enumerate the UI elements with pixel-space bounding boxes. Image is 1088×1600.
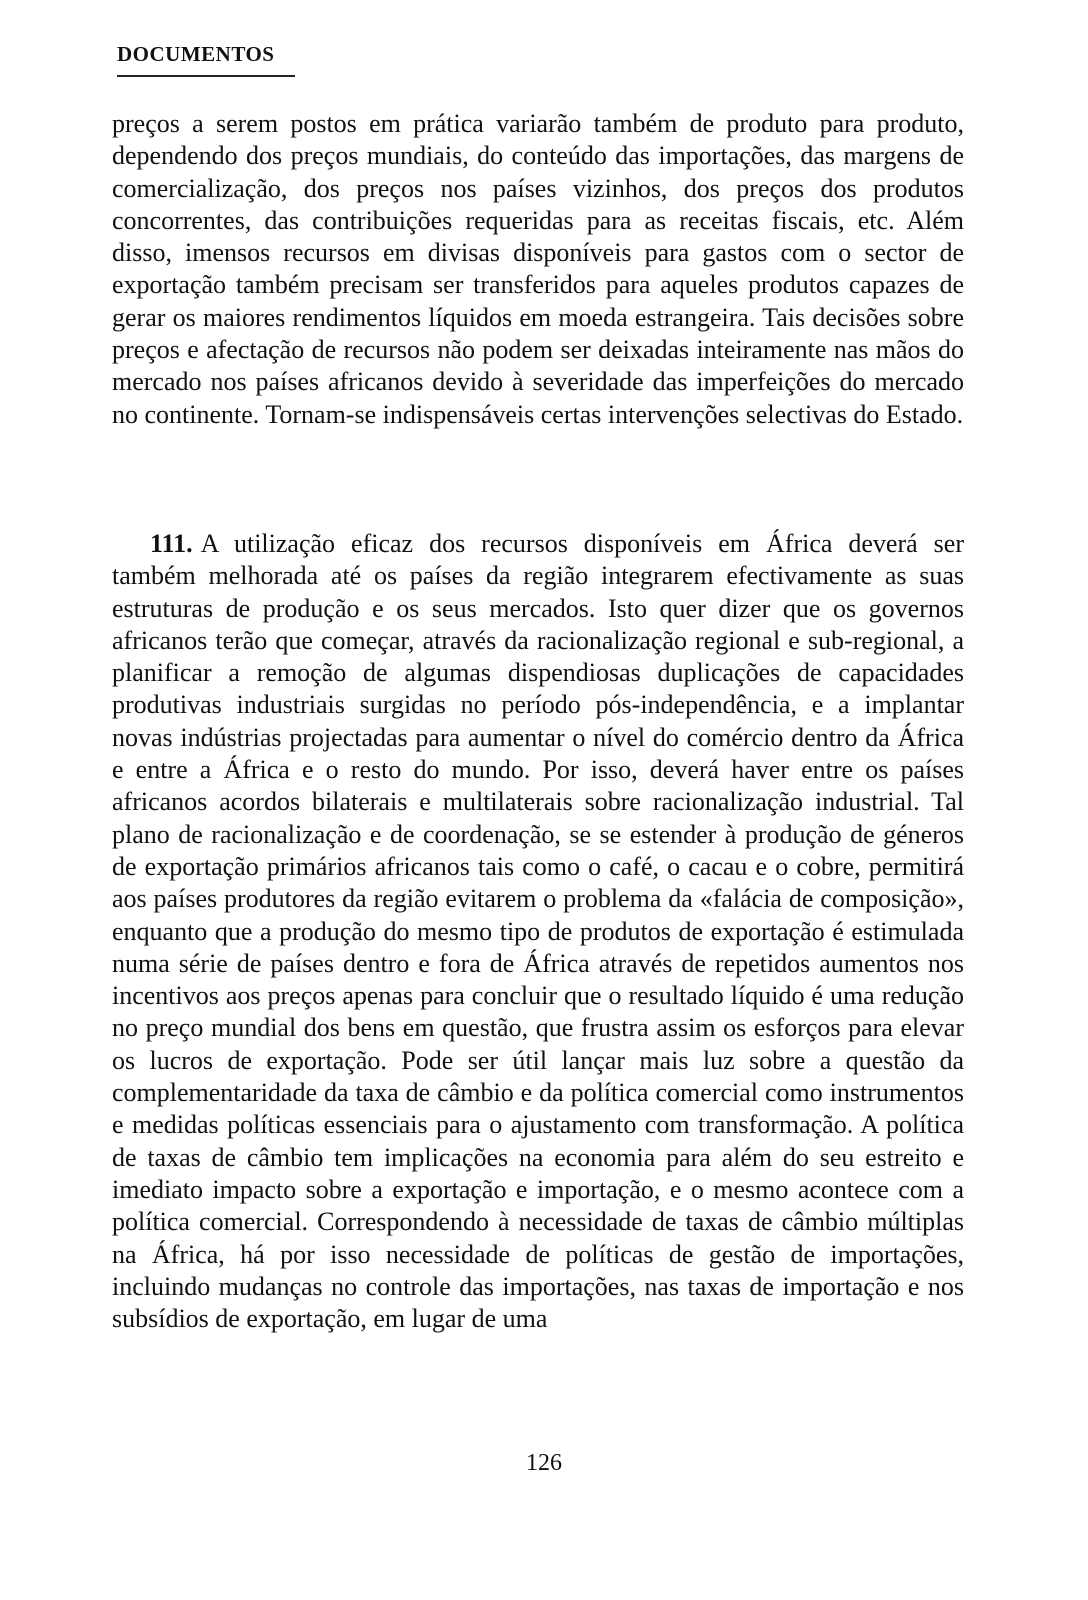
header-rule [117, 75, 295, 77]
paragraph-2 [112, 528, 964, 1335]
page-number: 126 [526, 1450, 562, 1476]
running-header: DOCUMENTOS [117, 42, 275, 66]
paragraph-2-text: A utilização eficaz dos recursos disponíveis em África deverá ser também melhorada até os países da região integrarem efectivamente as suas estruturas de produção e os seus mercados. Isto quer dizer que os governos africanos terão que começar, através da racionalização regional e sub-regional, a planificar a remoção de algumas dispendiosas duplicações de capacidades produtivas industriais surgidas no período pós-independência, e a implantar novas indústrias projectadas para aumentar o nível do comércio dentro da África e entre a África e o resto do mundo. Por isso, deverá haver entre os países africanos acordos bilaterais e multilaterais sobre racionalização industrial. Tal plano de racionalização e de coordenação, se se estender à produção de géneros de exportação primários africanos tais como o café, o cacau e o cobre, permitirá aos países produtores da região evitarem o problema da «falácia de composição», enquanto que a produção do mesmo tipo de produtos de exportação é estimulada numa série de países dentro e fora de África através de repetidos aumentos nos incentivos aos preços apenas para concluir que o resultado líquido é uma redução no preço mundial dos bens em questão, que frustra assim os esforços para elevar os lucros de exportação. Pode ser útil lançar mais luz sobre a questão da complementaridade da taxa de câmbio e da política comercial como instrumentos e medidas políticas essenciais para o ajustamento com transformação. A política de taxas de câmbio tem implicações na economia para além do seu estreito e imediato impacto sobre a exportação e importação, e o mesmo acontece com a política comercial. Correspondendo à necessidade de taxas de câmbio múltiplas na África, há por isso necessidade de políticas de gestão de importações, incluindo mudanças no controle das importações, nas taxas de importação e nos subsídios de exportação, em lugar de uma [112, 529, 964, 1334]
paragraph-number: 111. [150, 529, 193, 558]
paragraph-1: preços a serem postos em prática variarão também de produto para produto, dependendo dos preços mundiais, do conteúdo das importações, das margens de comercialização, dos preços nos países vizinhos, dos preços dos produtos concorrentes, das contribuições requeridas para as receitas fiscais, etc. Além disso, imensos recursos em divisas disponíveis para gastos com o sector de exportação também precisam ser transferidos para aqueles produtos capazes de gerar os maiores rendimentos líquidos em moeda estrangeira. Tais decisões sobre preços e afectação de recursos não podem ser deixadas inteiramente nas mãos do mercado nos países africanos devido à severidade das imperfeições do mercado no continente. Tornam-se indispensáveis certas intervenções selectivas do Estado. [112, 109, 964, 429]
